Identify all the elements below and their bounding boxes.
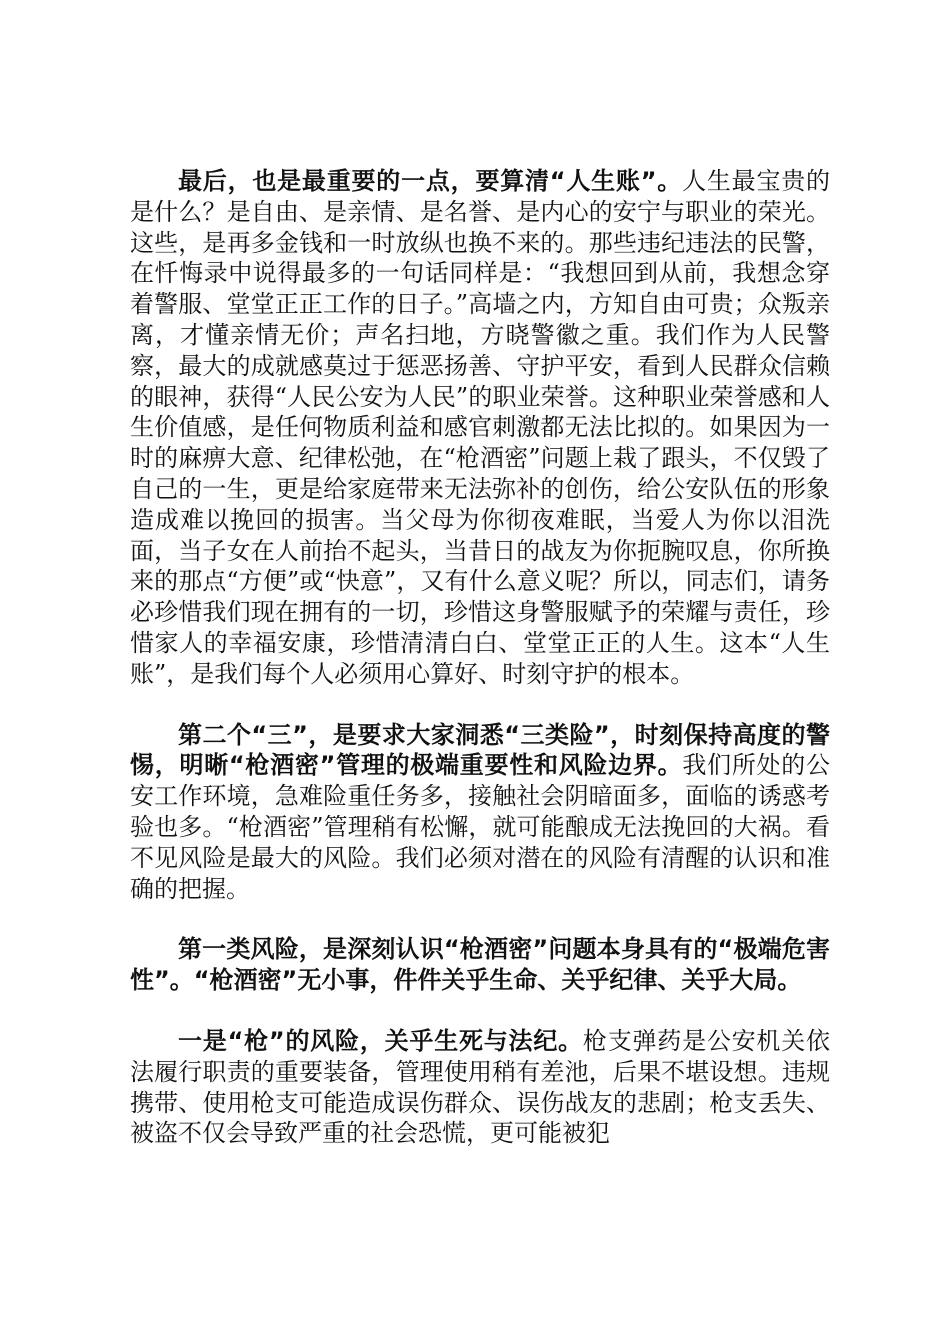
paragraph-gun-risk [130, 1026, 830, 1149]
paragraph-first-risk-heading [130, 934, 830, 996]
paragraph-life-account [130, 166, 830, 690]
paragraph-three-risks [130, 720, 830, 905]
paragraph-text: 枪支弹药是公安机关依法履行职责的重要装备，管理使用稍有差池，后果不堪设想。违规携带、使用枪支可能造成误伤群众、误伤战友的悲剧；枪支丢失、被盗不仅会导致严重的社会恐慌，更可能被犯 [130, 1026, 831, 1148]
paragraph-lead: 一是“枪”的风险，关乎生死与法纪。 [178, 1026, 583, 1055]
paragraph-lead: 第二个“三”，是要求大家洞悉“三类险”，时刻保持高度的警惕，明晰“枪酒密”管理的极端重要性和风险边界。 [130, 720, 830, 780]
paragraph-text: 我们所处的公安工作环境，急难险重任务多，接触社会阴暗面多，面临的诱惑考验也多。“枪酒密”管理稍有松懈，就可能酿成无法挽回的大祸。看不见风险是最大的风险。我们必须对潜在的风险有清醒的认识和准确的把握。 [130, 751, 831, 903]
paragraph-text: 人生最宝贵的是什么？是自由、是亲情、是名誉、是内心的安宁与职业的荣光。这些，是再多金钱和一时放纵也换不来的。那些违纪违法的民警，在忏悔录中说得最多的一句话同样是：“我想回到从前，我想念穿着警服、堂堂正正工作的日子。”高墙之内，方知自由可贵；众叛亲离，才懂亲情无价；声名扫地，方晓警徽之重。我们作为人民警察，最大的成就感莫过于惩恶扬善、守护平安，看到人民群众信赖的眼神，获得“人民公安为人民”的职业荣誉。这种职业荣誉感和人生价值感，是任何物质利益和感官刺激都无法比拟的。如果因为一时的麻痹大意、纪律松弛，在“枪酒密”问题上栽了跟头，不仅毁了自己的一生，更是给家庭带来无法弥补的创伤，给公安队伍的形象造成难以挽回的损害。当父母为你彻夜难眠，当爱人为你以泪洗面，当子女在人前抬不起头，当昔日的战友为你扼腕叹息，你所换来的那点“方便”或“快意”，又有什么意义呢？所以，同志们，请务必珍惜我们现在拥有的一切，珍惜这身警服赋予的荣耀与责任，珍惜家人的幸福安康，珍惜清清白白、堂堂正正的人生。这本“人生账”，是我们每个人必须用心算好、时刻守护的根本。 [130, 167, 831, 688]
document-body [130, 166, 830, 1149]
paragraph-lead: 最后，也是最重要的一点，要算清“人生账”。 [178, 167, 683, 195]
paragraph-lead: 第一类风险，是深刻认识“枪酒密”问题本身具有的“极端危害性”。“枪酒密”无小事，件件关乎生命、关乎纪律、关乎大局。 [130, 935, 830, 995]
